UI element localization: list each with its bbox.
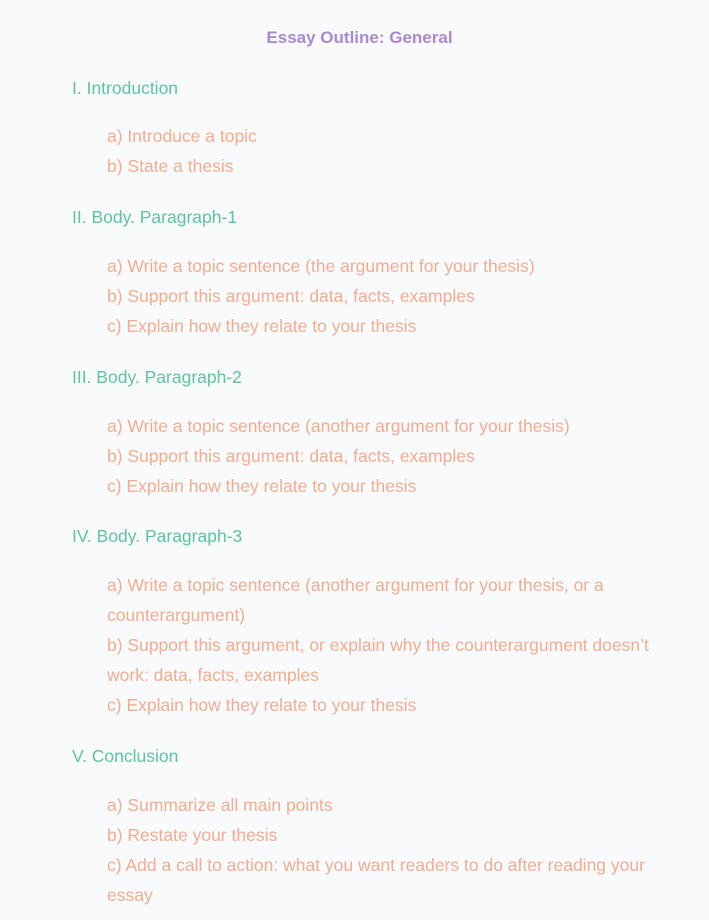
- section-items-body-paragraph-3: [107, 570, 652, 720]
- list-item: b) Restate your thesis: [107, 825, 278, 845]
- list-item: c) Explain how they relate to your thesis: [107, 476, 417, 496]
- list-item: a) Write a topic sentence (another argument for your thesis, or a counterargument): [107, 575, 604, 625]
- section-heading-conclusion: V. Conclusion: [72, 746, 179, 766]
- section-items-body-paragraph-1: [107, 251, 652, 341]
- section-items-body-paragraph-2: [107, 411, 652, 501]
- list-item: b) Support this argument, or explain why the counterargument doesn’t work: data, facts, examples: [107, 635, 649, 685]
- section-heading-body-paragraph-1: II. Body. Paragraph-1: [72, 207, 238, 227]
- list-item: a) Introduce a topic: [107, 126, 257, 146]
- page-title: Essay Outline: General: [266, 28, 453, 47]
- list-item: c) Add a call to action: what you want readers to do after reading your essay: [107, 855, 645, 905]
- list-item: b) Support this argument: data, facts, examples: [107, 446, 475, 466]
- section-items-introduction: [107, 121, 652, 181]
- section-heading-body-paragraph-3: IV. Body. Paragraph-3: [72, 526, 243, 546]
- list-item: b) State a thesis: [107, 156, 234, 176]
- section-heading-introduction: I. Introduction: [72, 78, 179, 98]
- list-item: a) Write a topic sentence (another argument for your thesis): [107, 416, 570, 436]
- list-item: b) Support this argument: data, facts, examples: [107, 286, 475, 306]
- list-item: c) Explain how they relate to your thesis: [107, 695, 417, 715]
- list-item: a) Write a topic sentence (the argument for your thesis): [107, 256, 535, 276]
- list-item: c) Explain how they relate to your thesis: [107, 316, 417, 336]
- section-heading-body-paragraph-2: III. Body. Paragraph-2: [72, 367, 242, 387]
- list-item: a) Summarize all main points: [107, 795, 333, 815]
- section-items-conclusion: [107, 790, 652, 910]
